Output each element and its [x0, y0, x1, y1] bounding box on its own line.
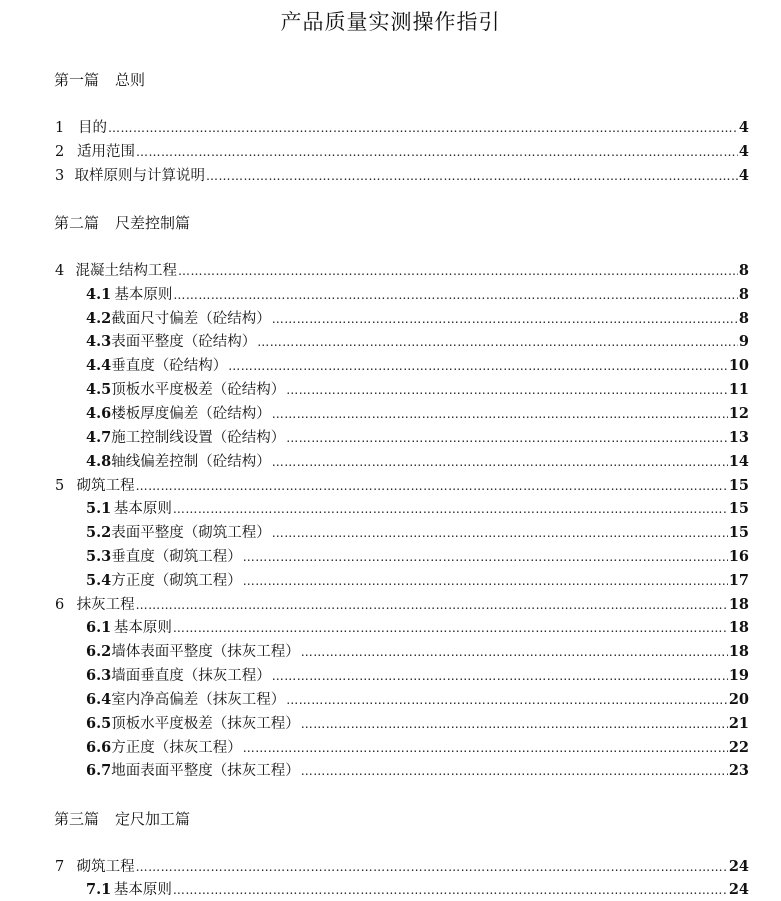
toc-page-number: 8: [738, 310, 749, 327]
toc-entry-7[interactable]: [55, 857, 749, 877]
toc-title: 垂直度（砼结构）: [111, 358, 228, 374]
dot-leader: [178, 261, 738, 281]
toc-entry-4-3[interactable]: [86, 332, 749, 352]
toc-page-number: 18: [728, 596, 749, 613]
toc-page-number: 15: [728, 500, 749, 517]
toc-entry-6-6[interactable]: [86, 738, 749, 758]
dot-leader: [243, 738, 728, 758]
toc-entry-7-1[interactable]: [86, 880, 749, 900]
toc-title: 砌筑工程: [76, 859, 135, 875]
toc-number: 6.6: [86, 739, 112, 756]
toc-title: 基本原则: [113, 501, 172, 517]
toc-title: 抹灰工程: [76, 597, 135, 613]
toc-entry-3[interactable]: [55, 166, 749, 186]
toc-title: 轴线偏差控制（砼结构）: [111, 454, 271, 470]
toc-page-number: 15: [728, 477, 749, 494]
toc-number: 6.2: [86, 643, 112, 660]
toc-number: 4.1: [86, 286, 112, 303]
toc-number: 1: [55, 120, 65, 136]
dot-leader: [243, 571, 728, 591]
document-title: 产品质量实测操作指引: [280, 10, 501, 34]
toc-title: 基本原则: [113, 620, 172, 636]
toc-number: 7: [55, 859, 65, 875]
dot-leader: [173, 285, 738, 305]
toc-number: 5.3: [86, 548, 112, 565]
toc-title: 室内净高偏差（抹灰工程）: [111, 692, 286, 708]
toc-entry-4-6[interactable]: [86, 404, 749, 424]
toc-page-number: 12: [728, 405, 749, 422]
toc-title: 基本原则: [114, 287, 173, 303]
dot-leader: [206, 166, 738, 186]
toc-number: 4.6: [86, 405, 112, 422]
toc-number: 6: [55, 597, 65, 613]
toc-entry-2[interactable]: [55, 142, 749, 162]
toc-entry-4[interactable]: [55, 261, 749, 281]
toc-number: 3: [55, 168, 65, 184]
toc-title: 楼板厚度偏差（砼结构）: [111, 406, 271, 422]
toc-number: 2: [55, 144, 65, 160]
part-heading-2: [54, 213, 190, 233]
toc-title: 截面尺寸偏差（砼结构）: [111, 311, 271, 327]
toc-number: 6.4: [86, 691, 112, 708]
toc-number: 7.1: [86, 881, 112, 898]
toc-page-number: 8: [738, 262, 749, 279]
toc-page-number: 4: [738, 143, 749, 160]
toc-entry-4-7[interactable]: [86, 428, 749, 448]
dot-leader: [173, 618, 728, 638]
toc-page-number: 23: [728, 762, 749, 779]
dot-leader: [136, 476, 728, 496]
toc-entry-5[interactable]: [55, 476, 749, 496]
part-name: 尺差控制篇: [115, 214, 191, 232]
toc-number: 4.5: [86, 381, 112, 398]
dot-leader: [272, 666, 728, 686]
toc-page-number: 20: [728, 691, 749, 708]
toc-page-number: 10: [728, 357, 749, 374]
toc-page-number: 18: [728, 619, 749, 636]
toc-number: 4.3: [86, 333, 112, 350]
toc-entry-6-7[interactable]: [86, 761, 749, 781]
toc-title: 目的: [78, 120, 108, 136]
toc-page-number: 14: [728, 453, 749, 470]
part-label: 第二篇: [54, 214, 100, 232]
dot-leader: [243, 547, 728, 567]
toc-page-number: 21: [728, 715, 749, 732]
toc-entry-6-1[interactable]: [86, 618, 749, 638]
part-label: 第三篇: [54, 810, 100, 828]
toc-entry-6[interactable]: [55, 595, 749, 615]
toc-page-number: 17: [728, 572, 749, 589]
toc-page-number: 4: [738, 167, 749, 184]
toc-title: 方正度（砌筑工程）: [111, 573, 242, 589]
toc-title: 墙面垂直度（抹灰工程）: [111, 668, 271, 684]
dot-leader: [272, 452, 728, 472]
toc-entry-4-1[interactable]: [86, 285, 749, 305]
dot-leader: [272, 309, 738, 329]
toc-number: 4.4: [86, 357, 112, 374]
toc-title: 混凝土结构工程: [75, 263, 177, 279]
toc-number: 6.3: [86, 667, 112, 684]
toc-page-number: 8: [738, 286, 749, 303]
toc-page-number: 24: [728, 881, 749, 898]
toc-title: 墙体表面平整度（抹灰工程）: [111, 644, 300, 660]
toc-entry-4-2[interactable]: [86, 309, 749, 329]
dot-leader: [301, 714, 728, 734]
toc-entry-4-4[interactable]: [86, 356, 749, 376]
dot-leader: [272, 523, 728, 543]
part-heading-1: [54, 70, 145, 90]
toc-page-number: 4: [738, 119, 749, 136]
dot-leader: [108, 118, 738, 138]
toc-title: 基本原则: [113, 882, 172, 898]
toc-entry-5-1[interactable]: [86, 499, 749, 519]
toc-entry-4-5[interactable]: [86, 380, 749, 400]
dot-leader: [301, 761, 728, 781]
toc-number: 5.1: [86, 500, 112, 517]
toc-title: 顶板水平度极差（抹灰工程）: [111, 716, 300, 732]
toc-page-number: 11: [728, 381, 749, 398]
toc-title: 施工控制线设置（砼结构）: [111, 430, 286, 446]
toc-entry-6-5[interactable]: [86, 714, 749, 734]
toc-number: 6.1: [86, 619, 112, 636]
toc-title: 适用范围: [77, 144, 136, 160]
toc-entry-6-3[interactable]: [86, 666, 749, 686]
toc-entry-5-4[interactable]: [86, 571, 749, 591]
part-name: 定尺加工篇: [115, 810, 191, 828]
toc-page-number: 22: [728, 739, 749, 756]
dot-leader: [286, 690, 728, 710]
toc-page-number: 18: [728, 643, 749, 660]
dot-leader: [286, 380, 728, 400]
dot-leader: [173, 499, 728, 519]
toc-page-number: 16: [728, 548, 749, 565]
toc-number: 4: [55, 263, 65, 279]
dot-leader: [286, 428, 728, 448]
toc-title: 表面平整度（砌筑工程）: [111, 525, 271, 541]
toc-title: 地面表面平整度（抹灰工程）: [111, 763, 300, 779]
toc-number: 5: [55, 478, 65, 494]
toc-title: 方正度（抹灰工程）: [111, 740, 242, 756]
dot-leader: [136, 857, 728, 877]
dot-leader: [173, 880, 728, 900]
toc-title: 顶板水平度极差（砼结构）: [111, 382, 286, 398]
toc-number: 4.7: [86, 429, 112, 446]
toc-title: 砌筑工程: [76, 478, 135, 494]
dot-leader: [228, 356, 728, 376]
dot-leader: [257, 332, 738, 352]
toc-entry-4-8[interactable]: [86, 452, 749, 472]
dot-leader: [136, 142, 738, 162]
toc-number: 5.4: [86, 572, 112, 589]
toc-page-number: 15: [728, 524, 749, 541]
part-heading-3: [54, 809, 190, 829]
toc-title: 表面平整度（砼结构）: [111, 334, 257, 350]
toc-entry-1[interactable]: [55, 118, 749, 138]
dot-leader: [136, 595, 728, 615]
part-label: 第一篇: [54, 71, 100, 89]
toc-entry-6-4[interactable]: [86, 690, 749, 710]
dot-leader: [301, 642, 728, 662]
toc-number: 6.5: [86, 715, 112, 732]
toc-page-number: 9: [738, 333, 749, 350]
toc-number: 6.7: [86, 762, 112, 779]
toc-title: 垂直度（砌筑工程）: [111, 549, 242, 565]
toc-entry-5-3[interactable]: [86, 547, 749, 567]
toc-page-number: 19: [728, 667, 749, 684]
toc-entry-5-2[interactable]: [86, 523, 749, 543]
dot-leader: [272, 404, 728, 424]
toc-page-number: 13: [728, 429, 749, 446]
part-name: 总则: [115, 71, 146, 89]
toc-number: 5.2: [86, 524, 112, 541]
toc-page-number: 24: [728, 858, 749, 875]
toc-entry-6-2[interactable]: [86, 642, 749, 662]
toc-title: 取样原则与计算说明: [74, 168, 205, 184]
toc-number: 4.2: [86, 310, 112, 327]
toc-number: 4.8: [86, 453, 112, 470]
